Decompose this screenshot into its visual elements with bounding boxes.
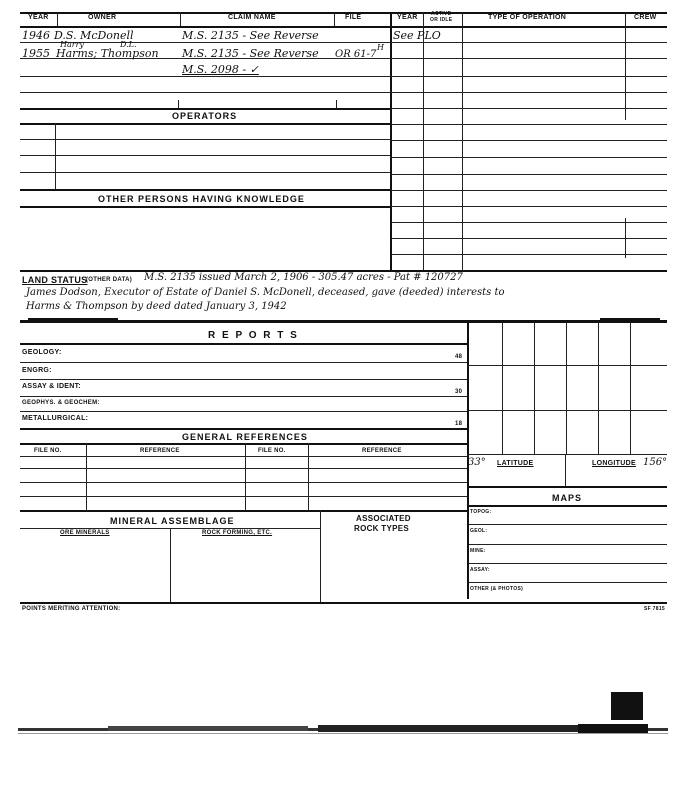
grid-col-4 [598,322,599,454]
owner-annotation-dl: D.L. [120,40,137,49]
header-or-idle: OR IDLE [430,17,453,23]
op-row-7 [391,140,667,141]
maps-geol: GEOL: [470,528,488,534]
owner-row-line-3 [20,76,390,77]
header-year: YEAR [28,14,49,21]
owner-row-2-claim: M.S. 2135 - See Reverse [182,47,319,60]
owner-row-2-file: OR 61-7 [335,49,377,60]
owner-row-3-claim: M.S. 2098 - ✓ [182,63,259,76]
header-owner: OWNER [88,14,117,21]
reports-right-divider [467,322,469,510]
reports-line-3 [20,396,467,397]
maps-assay: ASSAY: [470,567,490,573]
latitude-value: 33° [468,457,486,468]
ore-minerals-label: ORE MINERALS [60,530,110,536]
operators-bottom [20,123,390,125]
header-bottom-rule [20,26,667,28]
reports-bottom [20,428,467,430]
land-status-line-3: Harms & Thompson by deed dated January 3, 1942 [26,301,287,312]
latitude-label: LATITUDE [497,460,534,467]
op-row-6 [391,124,667,125]
grid-row-1 [467,365,667,366]
hdr-div-1 [57,12,58,26]
maps-topog: TOPOG: [470,509,492,515]
operators-line-2 [20,155,390,156]
mineral-right-divider [320,510,321,602]
op-row-3 [391,76,667,77]
operators-year-col [55,123,56,189]
land-status-label: LAND STATUS [22,275,88,285]
op-row-10 [391,190,667,191]
coord-divider [565,454,566,486]
grid-col-2 [534,322,535,454]
reports-engrg: ENGRG: [22,367,52,374]
reports-geology: GEOLOGY: [22,349,62,356]
genref-bottom [20,510,467,512]
maps-other: OTHER (& PHOTOS) [470,586,524,592]
points-meriting-attention: POINTS MERITING ATTENTION: [22,606,121,612]
other-persons-label: OTHER PERSONS HAVING KNOWLEDGE [98,194,305,204]
rock-forming-label: ROCK FORMING, ETC. [202,530,273,536]
reports-geology-num: 48 [455,354,463,360]
hdr-div-3 [334,12,335,26]
general-references-title: GENERAL REFERENCES [182,432,308,442]
reports-assay: ASSAY & IDENT: [22,383,82,390]
owner-row-line-4 [20,92,390,93]
associated-label: ASSOCIATED [356,514,411,523]
grid-row-2 [467,410,667,411]
maps-line-3 [467,563,667,564]
operators-bottom-2 [20,189,390,191]
owner-row-1-claim: M.S. 2135 - See Reverse [182,29,319,42]
other-persons-bottom [20,206,390,208]
maps-line-2 [467,544,667,545]
genref-file-no-1: FILE NO. [34,448,62,454]
op-col-1 [423,12,424,270]
owner-row-1-owner: D.S. McDonell [54,29,134,42]
longitude-value: 156° [643,457,668,468]
reports-line-2 [20,379,467,380]
genref-reference-1: REFERENCE [140,448,180,454]
header-crew: CREW [634,14,657,21]
genref-col-1 [86,443,87,510]
header-claim-name: CLAIM NAME [228,14,276,21]
operators-line-1 [20,139,390,140]
grid-col-3 [566,322,567,454]
op-row-4 [391,92,667,93]
genref-line-2 [20,468,467,469]
genref-file-no-2: FILE NO. [258,448,286,454]
reports-geophys: GEOPHYS. & GEOCHEM: [22,400,100,406]
genref-col-3 [308,443,309,510]
maps-line-4 [467,582,667,583]
coords-bottom [467,486,667,488]
reports-metallurgical: METALLURGICAL: [22,415,89,422]
land-status-line-2: James Dodson, Executor of Estate of Daniel S. McDonell, deceased, gave (deeded) interests to [26,287,505,298]
op-crew-tick [625,218,626,258]
genref-line-1 [20,456,467,457]
rock-types-label: ROCK TYPES [354,524,410,533]
reports-assay-num: 30 [455,389,463,395]
grid-col-1 [502,322,503,454]
mineral-mid-divider [170,528,171,602]
land-status-sub: (OTHER DATA) [86,277,133,283]
maps-mine: MINE: [470,548,486,554]
genref-col-2 [245,443,246,510]
op-row-9 [391,174,667,175]
owner-table-bottom [20,108,390,110]
owner-tick-2 [336,100,337,108]
owner-tick [178,100,179,108]
header-active-idle [430,11,452,23]
form-number: SF 7815 [644,606,666,612]
genref-line-3 [20,482,467,483]
grid-row-3 [467,454,667,455]
op-row-11 [391,206,667,207]
reports-title-bottom [20,343,467,345]
op-row-2 [391,58,667,59]
header-active: ACTIVE [431,11,452,17]
header-type-of-operation: TYPE OF OPERATION [488,14,567,21]
op-row-5 [391,108,667,109]
smudge-mark-1 [28,318,118,322]
land-status-line-1: M.S. 2135 issued March 2, 1906 - 305.47 acres - Pat # 120727 [144,272,463,283]
hdr-div-2 [180,12,181,26]
genref-line-4 [20,496,467,497]
mineral-assemblage-title: MINERAL ASSEMBLAGE [110,516,235,526]
reports-line-4 [20,411,467,412]
owner-row-2-year: 1955 [22,47,50,60]
op-row-8 [391,157,667,158]
genref-title-bottom [20,443,467,445]
genref-reference-2: REFERENCE [362,448,402,454]
header-file: FILE [345,14,362,21]
operators-label: OPERATORS [172,111,238,121]
scan-black-block [611,692,643,720]
reports-line-1 [20,362,467,363]
main-center-divider [390,12,392,270]
reports-metallurgical-num: 18 [455,421,463,427]
op-col-2 [462,12,463,270]
owner-row-1-year: 1946 [22,29,50,42]
owner-row-2-owner: Harms; Thompson [56,47,159,60]
maps-title: MAPS [552,493,583,503]
owner-annotation-harry: Harry [60,40,84,49]
reports-title: R E P O R T S [208,330,299,341]
mineral-bottom [20,602,667,604]
operators-line-3 [20,172,390,173]
scan-noise-band [18,722,668,744]
longitude-label: LONGITUDE [592,460,636,467]
header-year-2: YEAR [397,14,418,21]
maps-left-border [467,505,469,599]
op-row-1-year: See PLO [393,29,441,42]
owner-file-superscript: H [377,43,384,52]
maps-title-bottom [467,505,667,507]
op-row-1 [391,42,667,43]
top-border [20,12,667,14]
maps-line-1 [467,524,667,525]
grid-col-5 [630,322,631,454]
op-col-3 [625,12,626,120]
